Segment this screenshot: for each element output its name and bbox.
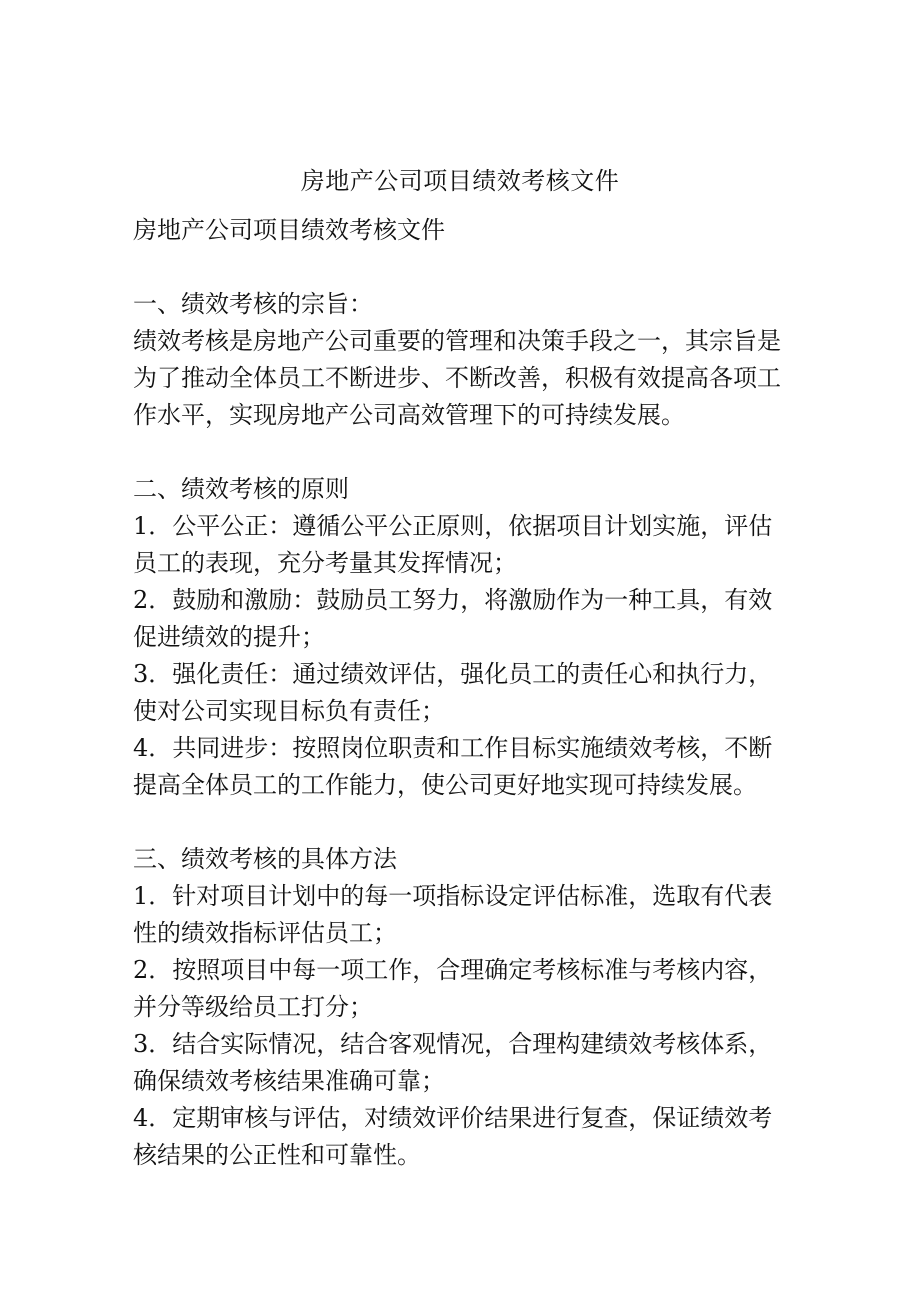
list-item: 3．结合实际情况，结合客观情况，合理构建绩效考核体系，确保绩效考核结果准确可靠； [133, 1030, 773, 1095]
section-methods [133, 841, 783, 1174]
section-heading: 三、绩效考核的具体方法 [133, 845, 397, 873]
list-item: 4．定期审核与评估，对绩效评价结果进行复查，保证绩效考核结果的公正性和可靠性。 [133, 1104, 773, 1169]
list-item: 2．鼓励和激励：鼓励员工努力，将激励作为一种工具，有效促进绩效的提升； [133, 586, 773, 651]
spacer [133, 434, 783, 471]
spacer [133, 249, 783, 286]
list-item: 1．公平公正：遵循公平公正原则，依据项目计划实施，评估员工的表现，充分考量其发挥情况； [133, 512, 773, 577]
list-item: 1．针对项目计划中的每一项指标设定评估标准，选取有代表性的绩效指标评估员工； [133, 882, 773, 947]
list-item: 2．按照项目中每一项工作，合理确定考核标准与考核内容，并分等级给员工打分； [133, 956, 773, 1021]
section-principles [133, 471, 783, 804]
section-heading: 二、绩效考核的原则 [133, 475, 349, 503]
section-paragraph: 绩效考核是房地产公司重要的管理和决策手段之一，其宗旨是为了推动全体员工不断进步、不断改善，积极有效提高各项工作水平，实现房地产公司高效管理下的可持续发展。 [133, 327, 781, 429]
section-purpose [133, 286, 783, 434]
document-body [133, 212, 783, 1174]
document-title: 房地产公司项目绩效考核文件 [300, 167, 620, 195]
spacer [133, 804, 783, 841]
document-subtitle: 房地产公司项目绩效考核文件 [133, 216, 445, 244]
section-heading: 一、绩效考核的宗旨： [133, 290, 373, 318]
list-item: 4．共同进步：按照岗位职责和工作目标实施绩效考核，不断提高全体员工的工作能力，使公司更好地实现可持续发展。 [133, 734, 773, 799]
list-item: 3．强化责任：通过绩效评估，强化员工的责任心和执行力，使对公司实现目标负有责任； [133, 660, 773, 725]
